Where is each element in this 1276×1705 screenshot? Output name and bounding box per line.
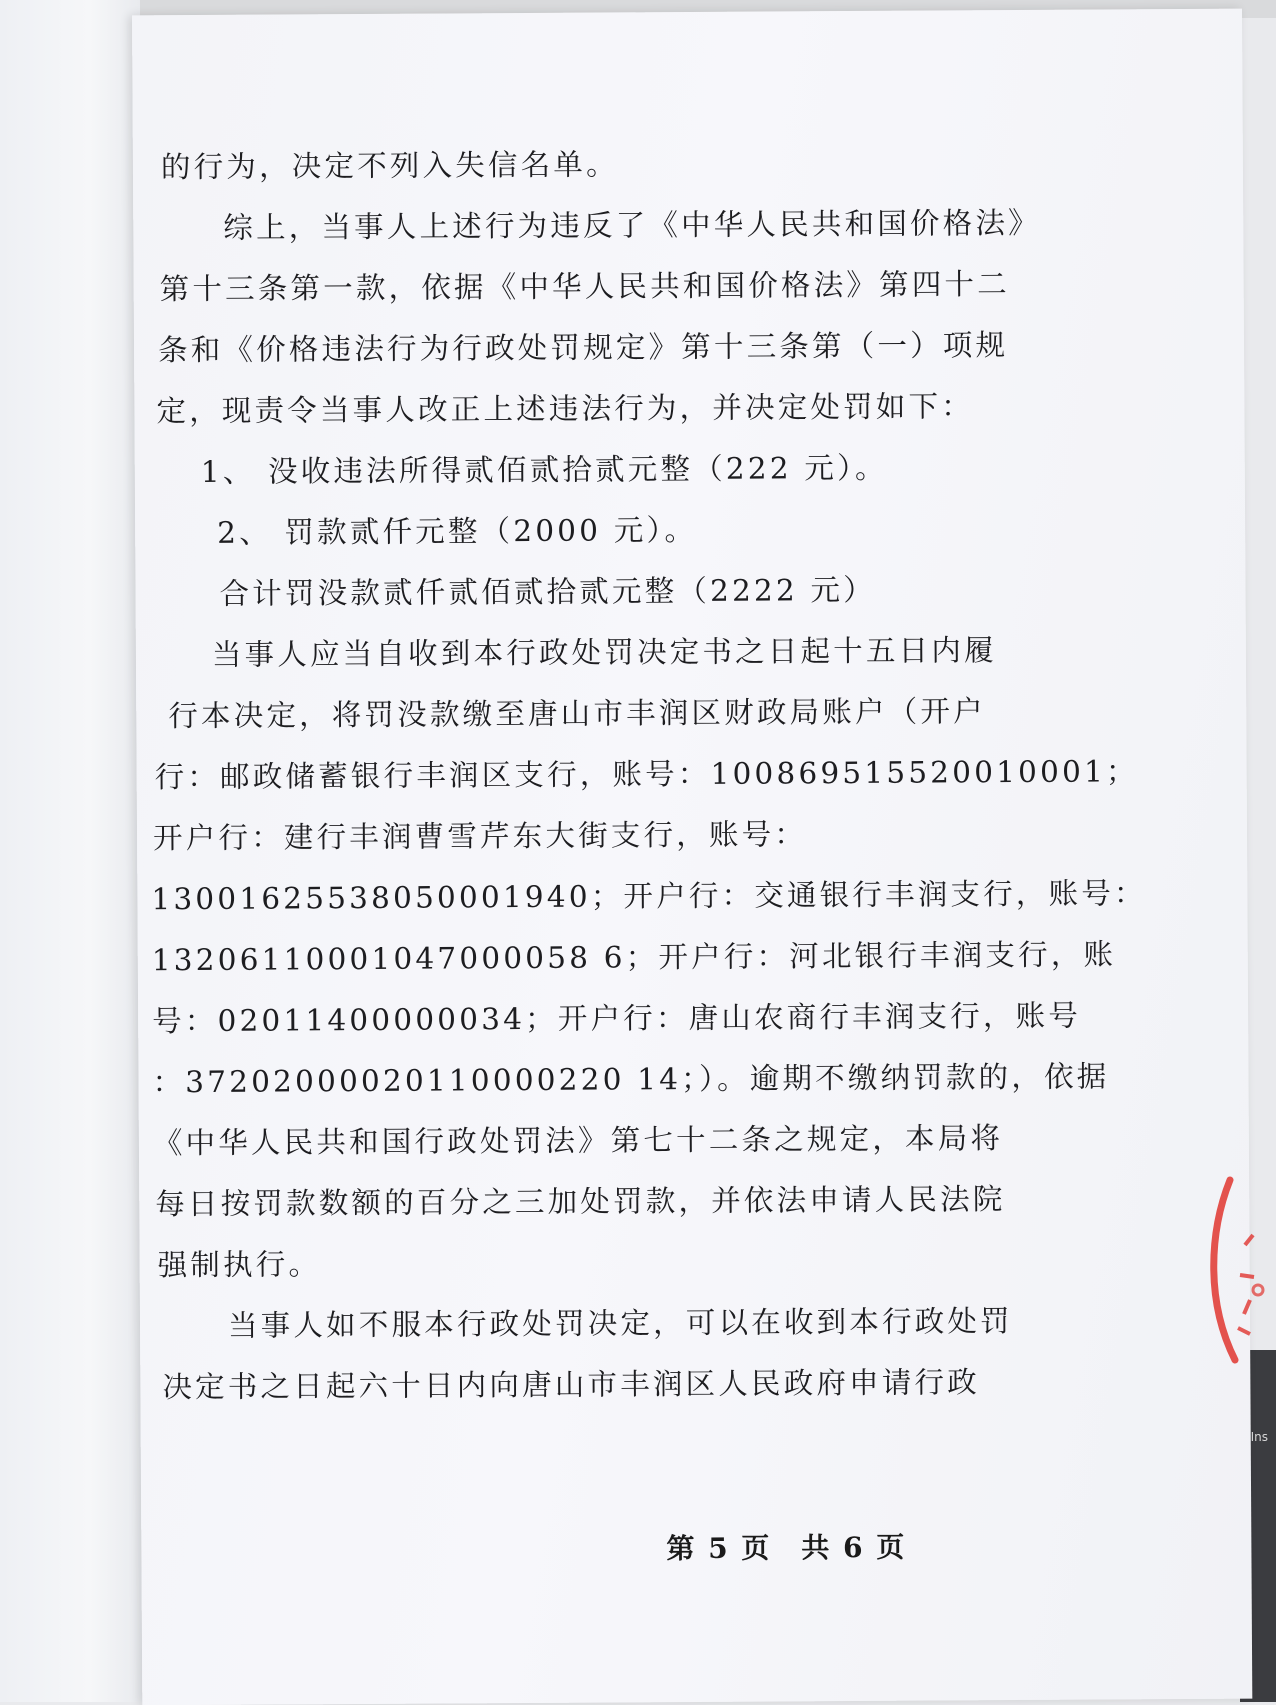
paragraph-line-15: 号：02011400000034；开户行：唐山农商行丰润支行，账号 [152,998,1082,1039]
document-page [132,9,1252,1705]
page-number: 第 5 页 共 6 页 [666,1530,907,1566]
ins-key-label: Ins [1250,1430,1268,1444]
paragraph-line-4: 条和《价格违法行为行政处罚规定》第十三条第（一）项规 [157,328,1009,368]
list-item-2: 2、 罚款贰仟元整（2000 元）。 [217,512,698,550]
paragraph-line-16: ：37202000020110000220 14；）。逾期不缴纳罚款的，依据 [152,1059,1110,1100]
paragraph-line-13: 13001625538050001940；开户行：交通银行丰润支行，账号： [151,876,1147,917]
paragraph-line-19: 强制执行。 [157,1247,322,1283]
paragraph-line-20: 当事人如不服本行政处罚决定，可以在收到本行政处罚 [227,1304,1013,1343]
paragraph-line-17: 《中华人民共和国行政处罚法》第七十二条之规定，本局将 [152,1121,1004,1161]
paragraph-line-3: 第十三条第一款，依据《中华人民共和国价格法》第四十二 [159,267,1010,307]
paragraph-line-9: 当事人应当自收到本行政处罚决定书之日起十五日内履 [211,633,997,672]
paragraph-line-10: 行本决定，将罚没款缴至唐山市丰润区财政局账户（开户 [168,694,986,734]
total-line: 合计罚没款贰仟贰佰贰拾贰元整（2222 元） [219,572,876,611]
background-page-left [0,0,150,1702]
paragraph-line-14: 13206110001047000058 6；开户行：河北银行丰润支行，账 [151,937,1117,978]
paragraph-line-5: 定，现责令当事人改正上述违法行为，并决定处罚如下： [156,389,975,429]
paragraph-line-21: 决定书之日起六十日内向唐山市丰润区人民政府申请行政 [162,1365,980,1405]
list-item-1: 1、 没收违法所得贰佰贰拾贰元整（222 元）。 [200,450,888,489]
paragraph-line-2: 综上，当事人上述行为违反了《中华人民共和国价格法》 [223,205,1041,245]
paragraph-line-1: 的行为，决定不列入失信名单。 [160,147,619,185]
paragraph-line-18: 每日按罚款数额的百分之三加处罚款，并依法申请人民法院 [155,1182,1006,1222]
paragraph-line-11: 行：邮政储蓄银行丰润区支行，账号：100869515520010001； [154,754,1139,795]
paragraph-line-12: 开户行：建行丰润曹雪芹东大街支行，账号： [152,817,808,856]
